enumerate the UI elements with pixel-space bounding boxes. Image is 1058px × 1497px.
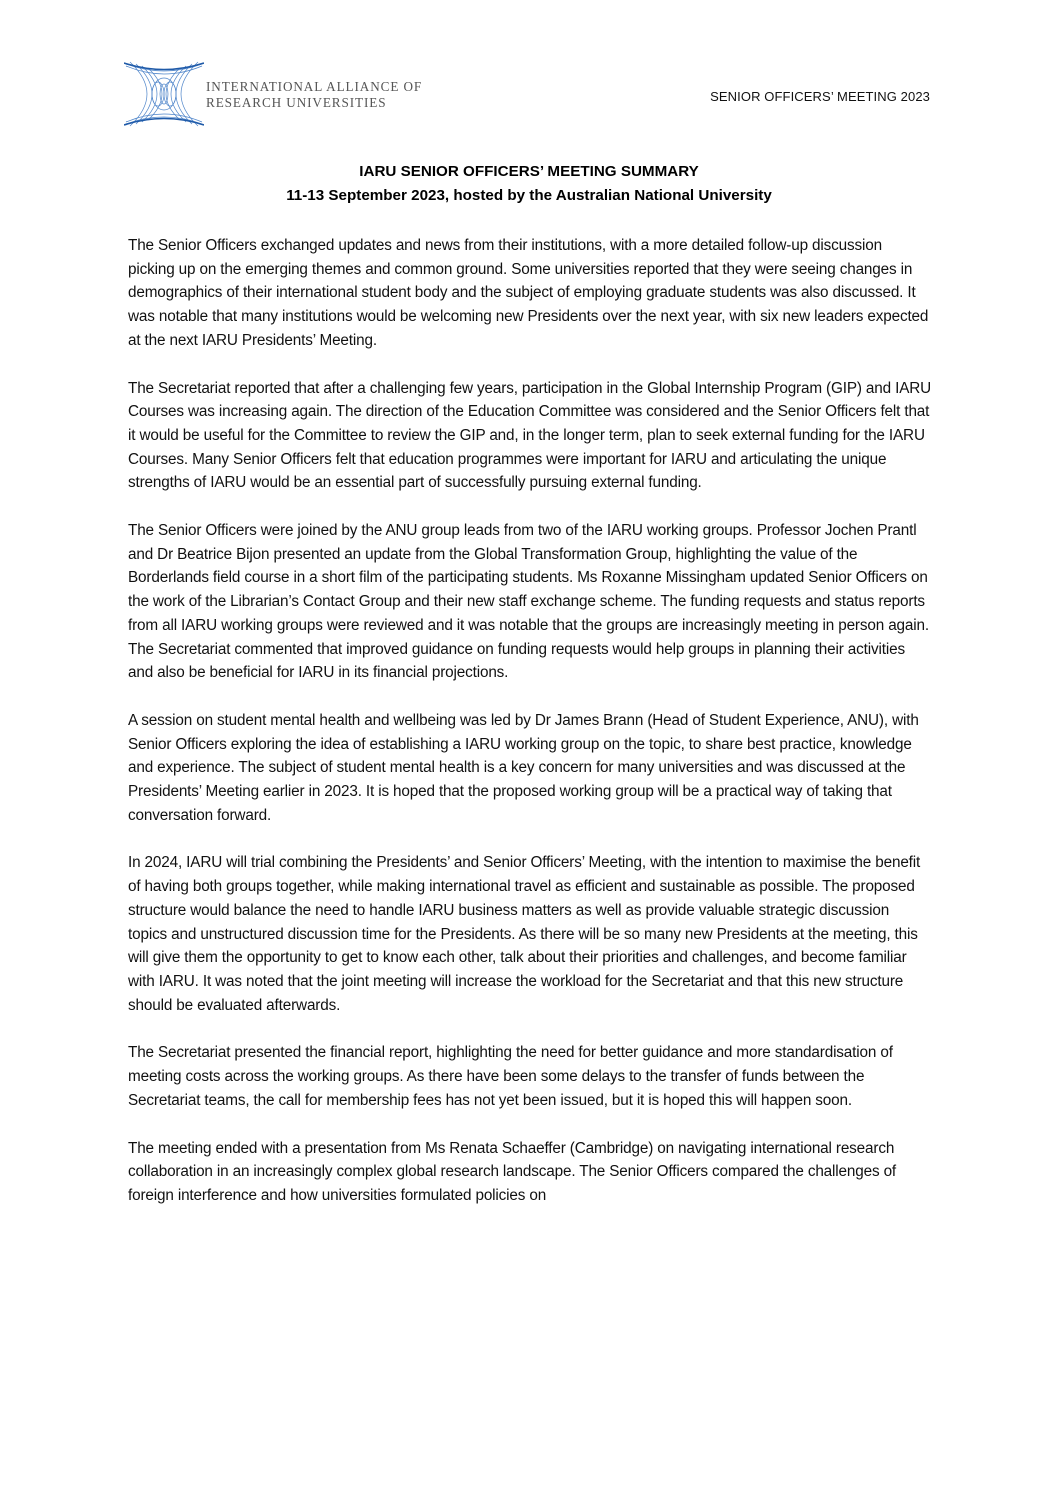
org-name-line1: INTERNATIONAL ALLIANCE OF [206,79,423,94]
paragraph-updates: The Senior Officers exchanged updates and news from their institutions, with a more detailed follow-up discussion picking up on the emerging themes and common ground. Some universities reported that they were seeing changes in demographics of their international student body and the subject of employing graduate students was also discussed. It was notable that many institutions would be welcoming new Presidents over the next year, with six new leaders expected at the next IARU Presidents’ Meeting. [128,237,929,349]
document-subtitle: 11-13 September 2023, hosted by the Australian National University [286,187,772,204]
paragraph-research-collaboration: The meeting ended with a presentation from Ms Renata Schaeffer (Cambridge) on navigating international research collaboration in an increasingly complex global research landscape. The Senior Officers compared the challenges of foreign interference and how universities formulated policies on [128,1139,897,1204]
org-name-line2: RESEARCH UNIVERSITIES [206,95,387,110]
org-name [206,79,422,111]
running-header: SENIOR OFFICERS’ MEETING 2023 [710,89,930,104]
paragraph-mental-health: A session on student mental health and wellbeing was led by Dr James Brann (Head of Student Experience, ANU), with Senior Officers exploring the idea of establishing a IARU working group on the topic, to share best practice, knowledge and experience. The subject of student mental health is a key concern for many universities and was discussed at the Presidents’ Meeting earlier in 2023. It is hoped that the proposed working group will be a practical way of taking that conversation forward. [128,711,919,824]
iaru-logo [124,58,424,130]
document-body [128,234,932,1232]
paragraph-working-groups: The Senior Officers were joined by the ANU group leads from two of the IARU working groups. Professor Jochen Prantl and Dr Beatrice Bijon presented an update from the Global Transformation Group, highlighting the value of the Borderlands field course in a short film of the participating students. Ms Roxanne Missingham updated Senior Officers on the work of the Librarian’s Contact Group and their new staff exchange scheme. The funding requests and status reports from all IARU working groups were reviewed and it was notable that the groups are increasingly meeting in person again. The Secretariat commented that improved guidance on funding requests would help groups in planning their activities and also be beneficial for IARU in its financial projections. [128,522,929,682]
paragraph-2024-meeting: In 2024, IARU will trial combining the Presidents’ and Senior Officers’ Meeting, with the intention to maximise the benefit of having both groups together, while making international travel as efficient and sustainable as possible. The proposed structure would balance the need to handle IARU business matters as well as provide valuable strategic discussion topics and unstructured discussion time for the Presidents. As there will be so many new Presidents at the meeting, this will give them the opportunity to get to know each other, talk about their priorities and challenges, and become familiar with IARU. It was noted that the joint meeting will increase the workload for the Secretariat and that this new structure should be evaluated afterwards. [128,854,921,1014]
paragraph-education: The Secretariat reported that after a challenging few years, participation in the Global Internship Program (GIP) and IARU Courses was increasing again. The direction of the Education Committee was considered and the Senior Officers felt that it would be useful for the Committee to review the GIP and, in the longer term, plan to seek external funding for the IARU Courses. Many Senior Officers felt that education programmes were important for IARU and articulating the unique strengths of IARU would be an essential part of successfully pursuing external funding. [128,379,932,492]
iaru-logo-icon [124,58,204,130]
paragraph-financial-report: The Secretariat presented the financial report, highlighting the need for better guidance and more standardisation of meeting costs across the working groups. As there have been some delays to the transfer of funds between the Secretariat teams, the call for membership fees has not yet been issued, but it is hoped this will happen soon. [128,1044,893,1109]
document-title: IARU SENIOR OFFICERS’ MEETING SUMMARY [359,163,699,180]
